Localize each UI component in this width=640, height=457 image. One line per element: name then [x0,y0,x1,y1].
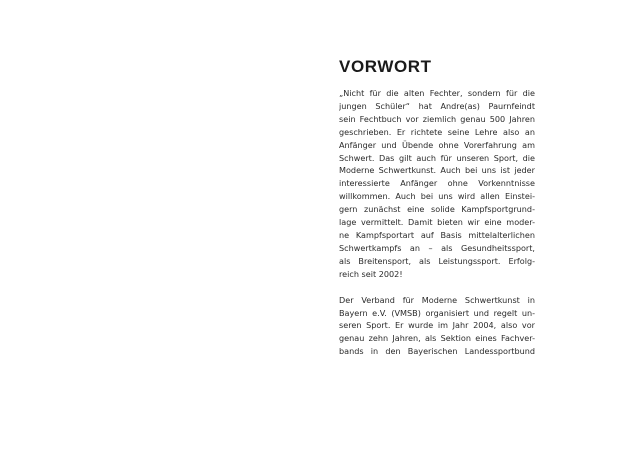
text-line: geschrieben. Er richtete seine Lehre also an [339,126,535,137]
text-column [339,56,535,358]
text-line: lage vermittelt. Damit bieten wir eine moder- [339,217,535,228]
text-line: Moderne Schwertkunst. Auch bei uns ist jeder [339,165,535,176]
text-line: Schwertkampfs an – als Gesundheitssport, [339,242,535,253]
text-line: genau zehn Jahren, als Sektion eines Fachver- [339,333,535,344]
text-line: jungen Schüler“ hat Andre(as) Paurnfeindt [339,100,535,111]
page-title: VORWORT [339,57,432,76]
text-line: reich seit 2002! [339,268,403,279]
text-line: interessierte Anfänger ohne Vorkenntnisse [339,178,535,189]
text-line: seren Sport. Er wurde im Jahr 2004, also vor [339,320,535,331]
text-line: „Nicht für die alten Fechter, sondern für die [339,88,535,98]
text-line: als Breitensport, als Leistungssport. Erfolg- [339,255,535,266]
text-line: sein Fechtbuch vor ziemlich genau 500 Jahren [339,113,535,124]
text-line: Anfänger und Übende ohne Vorerfahrung am [339,139,535,150]
text-line: gern zunächst eine solide Kampfsportgrund- [339,204,535,215]
text-line: Bayern e.V. (VMSB) organisiert und regelt un- [339,307,535,318]
text-line: willkommen. Auch bei uns wird allen Einstei- [339,191,535,202]
text-line: Der Verband für Moderne Schwertkunst in [339,294,535,305]
text-line: Schwert. Das gilt auch für unseren Sport, die [339,152,535,163]
text-line: ne Kampfsportart auf Basis mittelalterlichen [339,229,535,240]
text-line: bands in den Bayerischen Landessportbund [339,346,535,357]
paragraph-vmsb [339,294,535,359]
paragraph-intro [339,87,535,281]
